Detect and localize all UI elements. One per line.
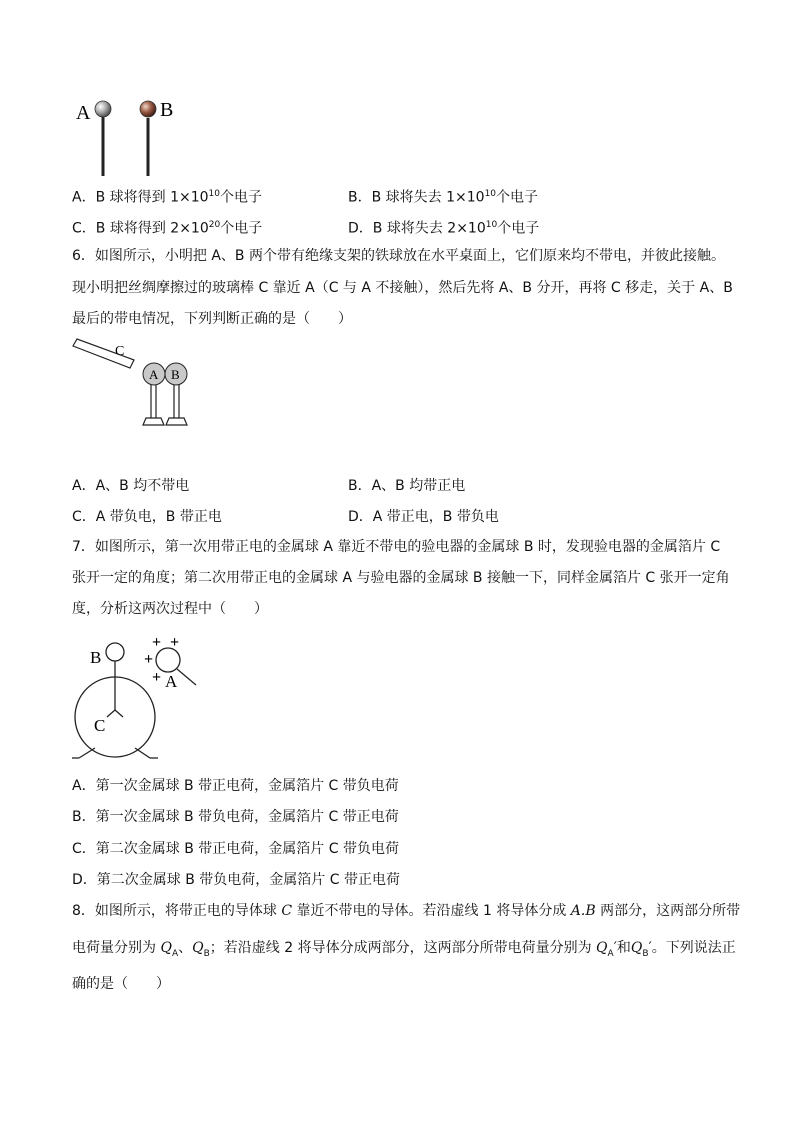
q7-stem-line-2: 张开一定的角度；第二次用带正电的金属球 A 与验电器的金属球 B 接触一下，同样金属箔片 C 张开一定角	[72, 570, 730, 586]
q7-figure	[70, 630, 210, 765]
ball-label-b: B	[171, 367, 180, 382]
q7-option-c[interactable]: C．第二次金属球 B 带正电荷，金属箔片 C 带负电荷	[72, 841, 399, 857]
q5-figure	[72, 92, 192, 182]
q6-stem-line-1: 6．如图所示，小明把 A、B 两个带有绝缘支架的铁球放在水平桌面上，它们原来均不带电，并彼此接触。	[72, 248, 725, 264]
ball-label-a: A	[149, 367, 159, 382]
ball-a	[95, 101, 111, 117]
base-b	[166, 418, 187, 425]
q7-stem-line-1: 7．如图所示，第一次用带正电的金属球 A 靠近不带电的验电器的金属球 B 时，发现验电器的金属箔片 C	[72, 539, 721, 555]
charge-plus: +	[152, 669, 162, 686]
q7-option-b[interactable]: B．第一次金属球 B 带负电荷，金属箔片 C 带正电荷	[72, 809, 399, 825]
metal-ball-b	[106, 643, 124, 661]
q5-option-c[interactable]: C．B 球将得到 $2\times 10^{20}$个电子	[72, 220, 263, 237]
q5-option-a[interactable]: A．B 球将得到 $1\times 10^{10}$个电子	[72, 189, 262, 206]
rod-label-c: C	[115, 344, 125, 359]
label-c: C	[94, 716, 106, 735]
q8-stem-line-2: 电荷量分别为 $Q_A$、$Q_B$；若沿虚线 2 将导体分成两部分，这两部分所带电荷量分别为 $Q_A'$和$Q_B'$。下列说法正	[72, 940, 736, 959]
q6-option-c[interactable]: C．A 带负电，B 带正电	[72, 509, 222, 525]
charge-plus: +	[152, 634, 162, 651]
q6-option-b[interactable]: B．A、B 均带正电	[348, 478, 466, 494]
q7-option-d[interactable]: D．第二次金属球 B 带负电荷，金属箔片 C 带正电荷	[72, 872, 400, 888]
q6-option-a[interactable]: A．A、B 均不带电	[72, 478, 190, 494]
q8-stem-line-3: 确的是（ ）	[72, 976, 170, 992]
ball-b	[140, 101, 156, 117]
label-a: A	[165, 672, 178, 691]
charge-plus: +	[170, 634, 180, 651]
q8-stem-line-1: 8．如图所示，将带正电的导体球 C 靠近不带电的导体。若沿虚线 1 将导体分成 A.B 两部分，这两部分所带	[72, 903, 741, 919]
charge-plus: +	[144, 651, 154, 668]
base-a	[143, 418, 164, 425]
label-b: B	[90, 648, 102, 667]
q5-option-d[interactable]: D．B 球将失去 $2\times 10^{10}$个电子	[348, 220, 540, 237]
label-a: A	[76, 102, 91, 124]
glass-rod-c	[73, 339, 134, 368]
q6-stem-line-2: 现小明把丝绸摩擦过的玻璃棒 C 靠近 A（C 与 A 不接触），然后先将 A、B 分开，再将 C 移走，关于 A、B	[72, 280, 733, 296]
q7-option-a[interactable]: A．第一次金属球 B 带正电荷，金属箔片 C 带负电荷	[72, 778, 399, 794]
q6-stem-line-3: 最后的带电情况，下列判断正确的是（ ）	[72, 311, 352, 327]
q5-option-b[interactable]: B．B 球将失去 $1\times 10^{10}$个电子	[348, 189, 539, 206]
ball-a-handle	[177, 669, 196, 685]
label-b: B	[160, 99, 174, 121]
q6-figure	[70, 338, 210, 430]
q6-option-d[interactable]: D．A 带正电，B 带负电	[348, 509, 499, 525]
q7-stem-line-3: 度，分析这两次过程中（ ）	[72, 601, 268, 617]
